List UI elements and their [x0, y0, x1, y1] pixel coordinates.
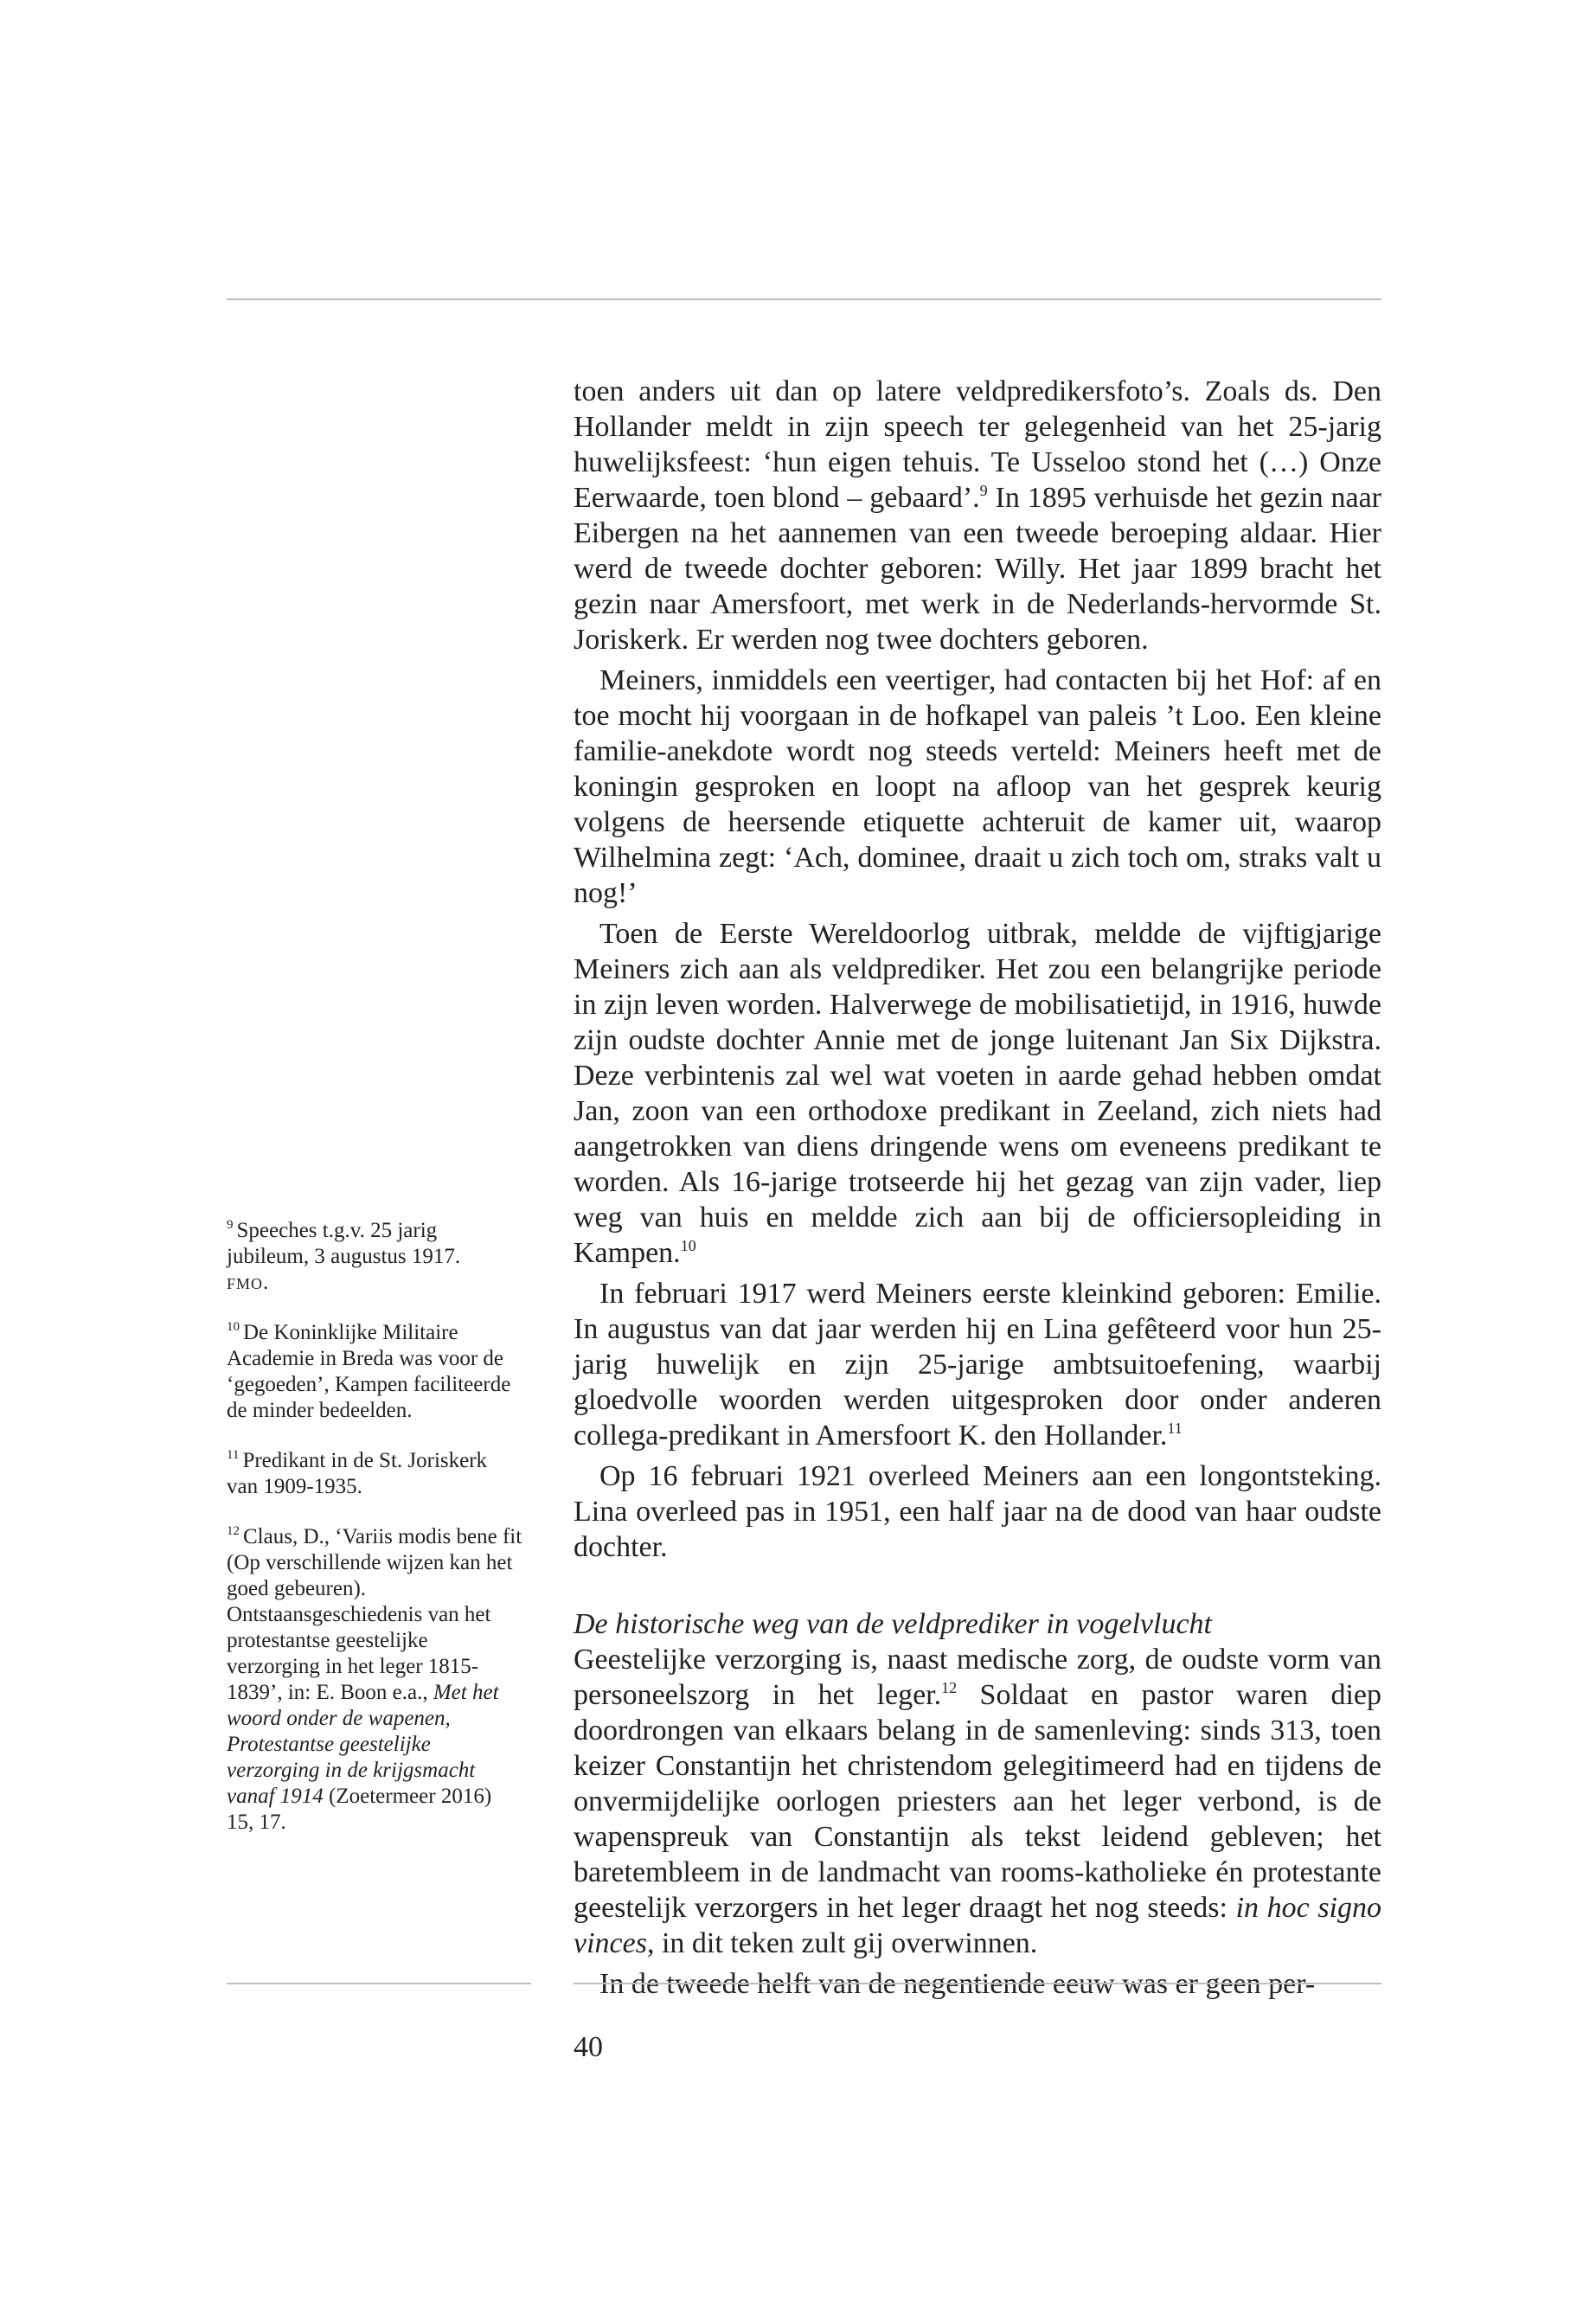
footnote-text: Claus, D., ‘Variis modis bene fit (Op verschillende wijzen kan het goed gebeuren). Ontstaansgeschiedenis van het protestantse geestelijke verzorging in het leger 1815-1839’, in: E. Boon e.a.,	[227, 1525, 522, 1704]
paragraph: Op 16 februari 1921 overleed Meiners aan een longontsteking. Lina overleed pas in 1951, een half jaar na de dood van haar oudste dochter.	[574, 1460, 1381, 1563]
paragraph-text: Soldaat en pastor waren diep doordrongen van elkaars belang in de samenleving: sinds 313, toen keizer Constantijn het christendom gelegitimeerd had en tijdens de onvermijdelijke oorlogen priesters aan het leger verbond, is de wapenspreuk van Constantijn als tekst leidend gebleven; het baretembleem in de landmacht van rooms-katholieke én protestante geestelijk verzorgers in het leger draagt het nog steeds:	[574, 1679, 1381, 1924]
footnote-10	[227, 1320, 522, 1424]
paragraph: In de tweede helft van de negentiende eeuw was er geen per-	[599, 1968, 1316, 2000]
body-text	[574, 374, 1381, 2007]
footnote-9	[227, 1218, 522, 1296]
footnote-number: 9	[227, 1218, 234, 1232]
footnote-11	[227, 1448, 522, 1500]
top-rule	[227, 298, 1381, 300]
footnote-abbreviation: fmo.	[227, 1271, 270, 1294]
footnote-text: Speeches t.g.v. 25 jarig jubileum, 3 augustus 1917.	[227, 1219, 461, 1268]
footnote-ref[interactable]: 9	[979, 482, 988, 499]
paragraph	[574, 374, 1381, 657]
paragraph-text: In februari 1917 werd Meiners eerste kleinkind geboren: Emilie. In augustus van dat jaar werden hij en Lina gefêteerd voor hun 25-jarig huwelijk en zijn 25-jarige ambtsuitoefening, waarbij gloedvolle woorden werden uitgesproken door onder anderen collega-predikant in Amersfoort K. den Hollander.	[574, 1278, 1381, 1452]
footnote-number: 12	[227, 1524, 240, 1538]
footnote-book-title: Met het woord onder de wapenen, Protestantse geestelijke verzorging in de krijgsmacht vanaf 1914	[227, 1681, 499, 1808]
paragraph-text: toen anders uit dan op latere veldpredikersfoto’s. Zoals ds. Den Hollander meldt in zijn speech ter gelegenheid van het 25-jarig huwelijksfeest: ‘hun eigen tehuis. Te Usseloo stond het (…) Onze Eerwaarde, toen blond – gebaard’.	[574, 375, 1381, 514]
paragraph-text: Geestelijke verzorging is, naast medische zorg, de oudste vorm van personeelszorg in het leger.	[574, 1644, 1381, 1711]
paragraph	[574, 916, 1381, 1271]
footnote-12	[227, 1524, 522, 1836]
footnote-text: De Koninklijke Militaire Academie in Breda was voor de ‘gegoeden’, Kampen faciliteerde de minder bedeelden.	[227, 1321, 511, 1422]
bottom-rule-sidenotes	[227, 1983, 531, 1984]
paragraph-text: In 1895 verhuisde het gezin naar Eibergen na het aannemen van een tweede beroeping aldaar. Hier werd de tweede dochter geboren: Willy. Het jaar 1899 bracht het gezin naar Amersfoort, met werk in de Nederlands-hervormde St. Joriskerk. Er werden nog twee dochters geboren.	[574, 482, 1381, 656]
footnote-number: 10	[227, 1320, 240, 1334]
page-number: 40	[574, 2031, 603, 2063]
section-heading: De historische weg van de veldprediker in vogelvlucht	[574, 1608, 1213, 1640]
paragraph: Meiners, inmiddels een veertiger, had contacten bij het Hof: af en toe mocht hij voorgaan in de hofkapel van paleis ’t Loo. Een kleine familie-anekdote wordt nog steeds verteld: Meiners heeft met de koningin gesproken en loopt na afloop van het gesprek keurig volgens de heersende etiquette achteruit de kamer uit, waarop Wilhelmina zegt: ‘Ach, dominee, draait u zich toch om, straks valt u nog!’	[574, 664, 1381, 909]
paragraph	[574, 1276, 1381, 1453]
paragraph	[574, 1642, 1381, 1961]
paragraph-text: Toen de Eerste Wereldoorlog uitbrak, meldde de vijftigjarige Meiners zich aan als veldprediker. Het zou een belangrijke periode in zijn leven worden. Halverwege de mobilisatietijd, in 1916, huwde zijn oudste dochter Annie met de jonge luitenant Jan Six Dijkstra. Deze verbintenis zal wel wat voeten in aarde gehad hebben omdat Jan, zoon van een orthodoxe predikant in Zeeland, zich niets had aangetrokken van diens dringende wens om eveneens predikant te worden. Als 16-jarige trotseerde hij het gezag van zijn vader, liep weg van huis en meldde zich aan bij de officiersopleiding in Kampen.	[574, 918, 1381, 1269]
sidenotes	[227, 1218, 522, 1860]
footnote-text-end: (Zoetermeer 2016) 15, 17.	[227, 1785, 492, 1834]
footnote-number: 11	[227, 1448, 240, 1462]
paragraph-text: , in dit teken zult gij overwinnen.	[646, 1927, 1038, 1959]
footnote-ref[interactable]: 11	[1167, 1420, 1183, 1437]
footnote-text: Predikant in de St. Joriskerk van 1909-1935.	[227, 1449, 488, 1498]
bottom-rule-main	[574, 1983, 1381, 1984]
footnote-ref[interactable]: 12	[941, 1679, 958, 1696]
latin-motto: in hoc signo vinces	[574, 1892, 1381, 1959]
footnote-ref[interactable]: 10	[680, 1237, 696, 1254]
